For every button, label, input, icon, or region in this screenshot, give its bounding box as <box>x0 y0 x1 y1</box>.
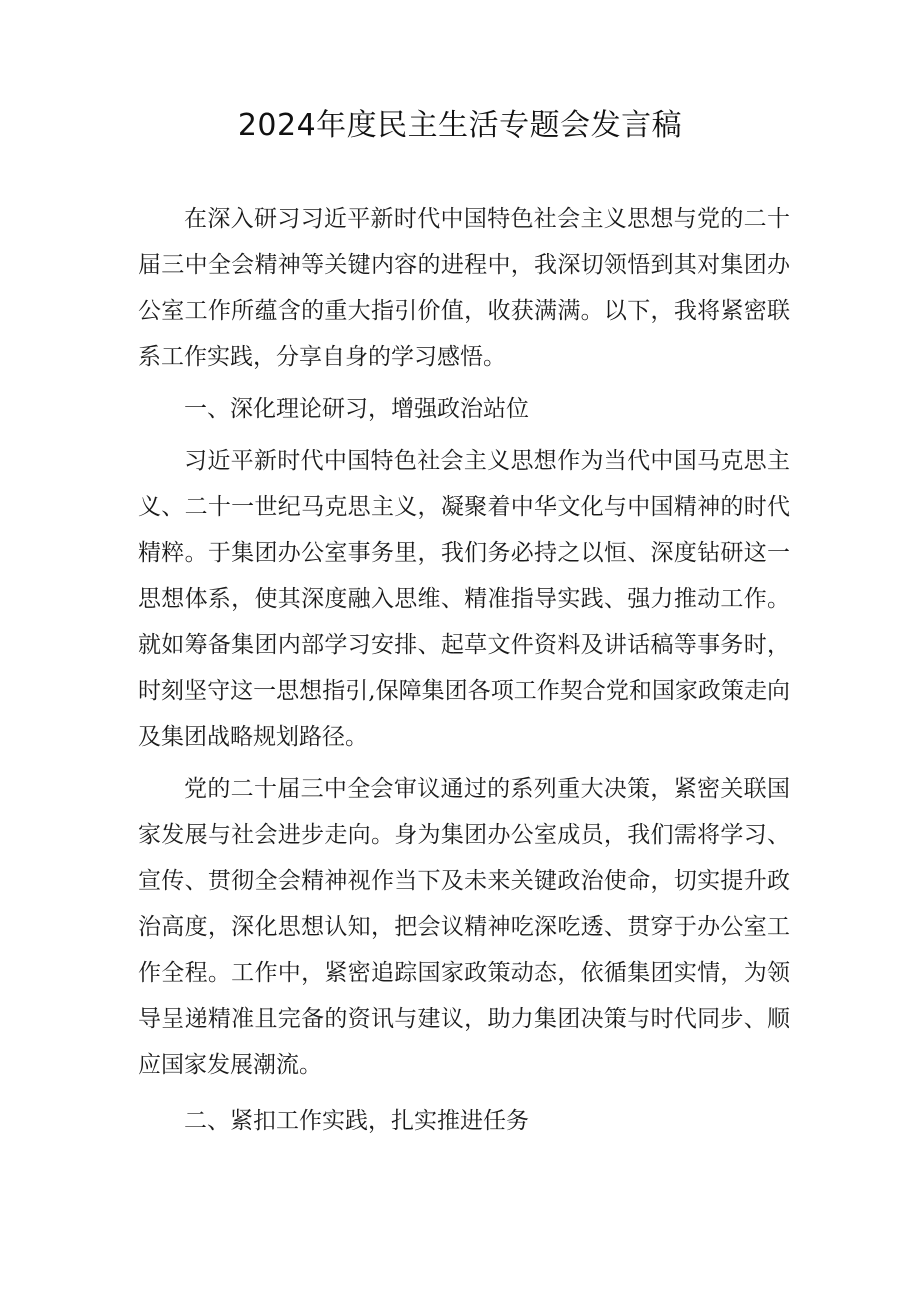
section-1-heading: 一、深化理论研习，增强政治站位 <box>184 396 529 422</box>
intro-paragraph: 在深入研习习近平新时代中国特色社会主义思想与党的二十届三中全会精神等关键内容的进程中，我深切领悟到其对集团办公室工作所蕴含的重大指引价值，收获满满。以下，我将紧密联系工作实践，分享自身的学习感悟。 <box>138 206 790 370</box>
section-1-paragraph-1: 习近平新时代中国特色社会主义思想作为当代中国马克思主义、二十一世纪马克思主义，凝聚着中华文化与中国精神的时代精粹。于集团办公室事务里，我们务必持之以恒、深度钻研这一思想体系，使其深度融入思维、精准指导实践、强力推动工作。就如筹备集团内部学习安排、起草文件资料及讲话稿等事务时，时刻坚守这一思想指引,保障集团各项工作契合党和国家政策走向及集团战略规划路径。 <box>138 448 790 750</box>
section-2-heading: 二、紧扣工作实践，扎实推进任务 <box>184 1108 529 1134</box>
section-1-paragraph-2: 党的二十届三中全会审议通过的系列重大决策，紧密关联国家发展与社会进步走向。身为集团办公室成员，我们需将学习、宣传、贯彻全会精神视作当下及未来关键政治使命，切实提升政治高度，深化思想认知，把会议精神吃深吃透、贯穿于办公室工作全程。工作中，紧密追踪国家政策动态，依循集团实情，为领导呈递精准且完备的资讯与建议，助力集团决策与时代同步、顺应国家发展潮流。 <box>138 776 790 1078</box>
document-title: 2024年度民主生活专题会发言稿 <box>237 108 683 143</box>
document-body <box>138 196 790 1150</box>
